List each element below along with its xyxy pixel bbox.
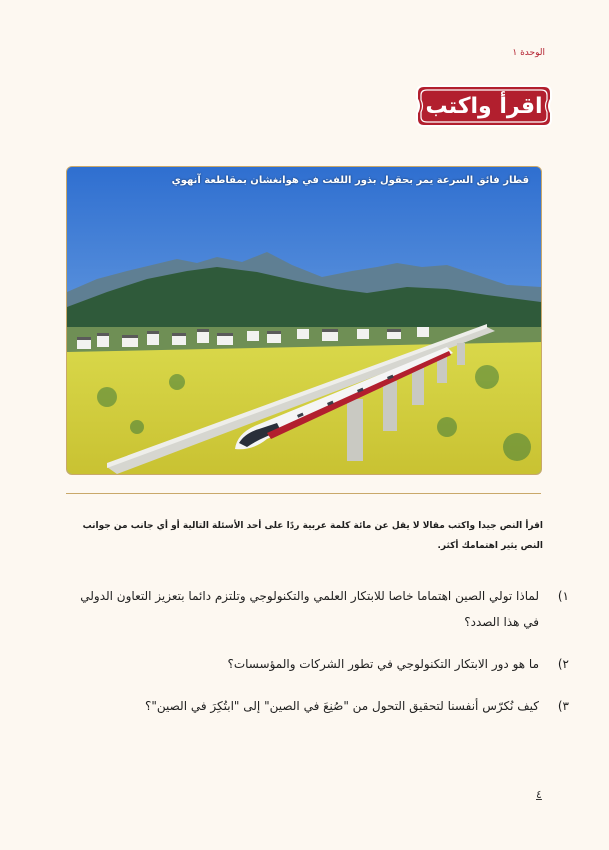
question-3	[69, 693, 569, 719]
train-photo	[66, 166, 542, 475]
question-2	[69, 651, 569, 677]
section-divider	[66, 493, 541, 494]
instructions-text: اقرأ النص جيدا واكتب مقالا لا يقل عن مائة كلمة عربية ردًا على أحد الأسئلة التالية أو أي جانب من جوانب النص يثير اهتمامك أكثر.	[82, 521, 543, 551]
photo-caption: قطار فائق السرعة يمر بحقول بذور اللفت في هوانغشان بمقاطعة آنهوي	[171, 175, 529, 186]
photo-illustration	[67, 167, 541, 474]
unit-label: الوحدة ١	[512, 48, 545, 58]
section-title: اقرأ واكتب	[425, 93, 543, 119]
question-number: ٢)	[557, 657, 569, 671]
question-1	[69, 583, 569, 635]
page-number: ٤	[536, 788, 542, 801]
question-number: ٣)	[557, 699, 569, 713]
question-text: كيف نُكرّس أنفسنا لتحقيق التحول من "صُنِعَ في الصين" إلى "ابتُكِرَ في الصين"؟	[144, 699, 539, 713]
question-text: لماذا تولي الصين اهتماما خاصا للابتكار العلمي والتكنولوجي وتلتزم دائما بتعزيز التعاون الدولي في هذا الصدد؟	[80, 589, 539, 629]
question-number: ١)	[557, 589, 569, 603]
question-text: ما هو دور الابتكار التكنولوجي في تطور الشركات والمؤسسات؟	[227, 657, 539, 671]
section-title-badge	[414, 83, 554, 129]
